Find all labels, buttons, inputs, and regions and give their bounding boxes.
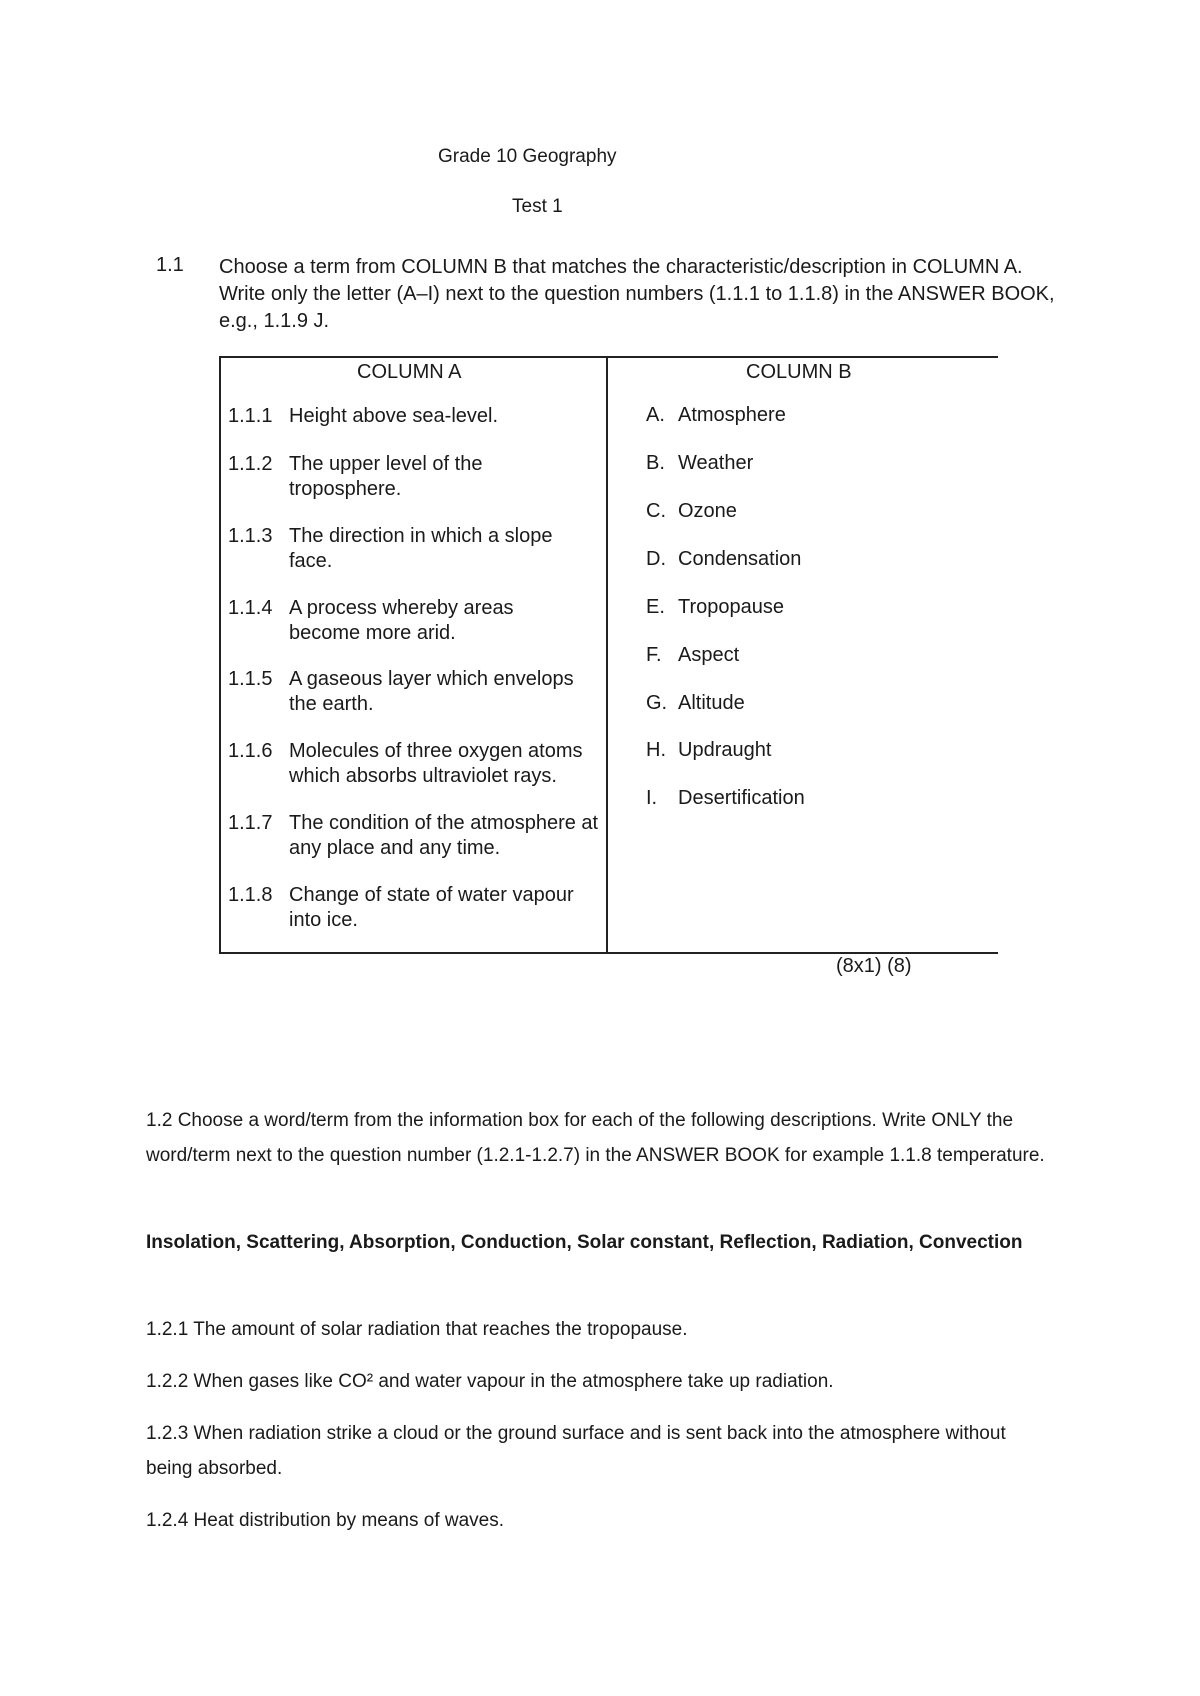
item-description: The upper level of the troposphere.	[289, 453, 483, 500]
column-b-item	[646, 644, 739, 667]
option-letter: I.	[646, 787, 658, 809]
column-b-header: COLUMN B	[746, 361, 852, 383]
question-1-2-instruction: 1.2 Choose a word/term from the information box for each of the following descriptions. Write ONLY the word/term next to the question number (1.2.1-1.2.7) in the ANSWER BOOK for example 1.1.8 temperature.	[146, 1110, 1045, 1166]
column-a-item	[228, 667, 598, 717]
table-top-border	[219, 356, 998, 358]
column-b-item	[646, 500, 737, 523]
item-description: The condition of the atmosphere at any place and any time.	[289, 812, 599, 859]
item-description: Molecules of three oxygen atoms which absorbs ultraviolet rays.	[289, 740, 583, 787]
column-a-item	[228, 524, 598, 574]
column-a-header: COLUMN A	[357, 361, 462, 383]
question-number: 1.1	[156, 254, 184, 276]
option-term: Desertification	[678, 787, 805, 809]
option-letter: G.	[646, 692, 668, 714]
option-term: Ozone	[678, 500, 737, 522]
document-title: Grade 10 Geography	[438, 146, 617, 167]
item-description: Height above sea-level.	[289, 405, 499, 427]
option-term: Atmosphere	[678, 404, 786, 426]
option-term: Updraught	[678, 739, 772, 761]
option-term: Aspect	[678, 644, 740, 666]
item-number: 1.1.3	[228, 525, 273, 547]
item-description: A process whereby areas become more arid.	[289, 597, 514, 644]
column-b-item	[646, 452, 753, 475]
option-letter: A.	[646, 404, 665, 426]
option-term: Condensation	[678, 548, 802, 570]
item-number: 1.1.7	[228, 812, 273, 834]
column-a-item	[228, 452, 598, 502]
column-b-item	[646, 692, 745, 715]
table-bottom-border	[219, 952, 998, 954]
marks-allocation: (8x1) (8)	[836, 955, 912, 977]
option-letter: F.	[646, 644, 662, 666]
option-letter: B.	[646, 452, 665, 474]
table-left-border	[219, 356, 221, 954]
column-a-item	[228, 883, 598, 933]
item-description: Change of state of water vapour into ice.	[289, 884, 574, 931]
item-number: 1.1.8	[228, 884, 273, 906]
table-column-divider	[606, 356, 608, 954]
option-term: Weather	[678, 452, 754, 474]
column-b-item	[646, 787, 805, 810]
information-box: Insolation, Scattering, Absorption, Conduction, Solar constant, Reflection, Radiation, Convection	[146, 1232, 1023, 1253]
column-a-item	[228, 596, 598, 646]
column-a-item	[228, 739, 598, 789]
column-b-item	[646, 739, 771, 762]
matching-table	[219, 356, 998, 954]
option-letter: E.	[646, 596, 665, 618]
question-item: 1.2.1 The amount of solar radiation that reaches the tropopause.	[146, 1319, 688, 1340]
item-number: 1.1.4	[228, 597, 273, 619]
column-b-item	[646, 548, 801, 571]
question-item: 1.2.3 When radiation strike a cloud or the ground surface and is sent back into the atmosphere without being absorbed.	[146, 1423, 1006, 1479]
item-description: The direction in which a slope face.	[289, 525, 553, 572]
column-b-item	[646, 404, 786, 427]
column-b-item	[646, 596, 784, 619]
option-letter: H.	[646, 739, 666, 761]
column-a-item	[228, 404, 598, 429]
column-a-item	[228, 811, 598, 861]
document-subtitle: Test 1	[512, 196, 563, 217]
option-letter: C.	[646, 500, 666, 522]
item-description: A gaseous layer which envelops the earth.	[289, 668, 574, 715]
option-term: Tropopause	[678, 596, 784, 618]
question-item: 1.2.4 Heat distribution by means of waves.	[146, 1510, 505, 1531]
item-number: 1.1.1	[228, 405, 273, 427]
item-number: 1.1.6	[228, 740, 273, 762]
item-number: 1.1.5	[228, 668, 273, 690]
question-item: 1.2.2 When gases like CO² and water vapour in the atmosphere take up radiation.	[146, 1371, 834, 1392]
question-instruction: Choose a term from COLUMN B that matches the characteristic/description in COLUMN A. Write only the letter (A–I) next to the question numbers (1.1.1 to 1.1.8) in the ANSWER BOOK, e.g., 1.1.9 J.	[219, 256, 1055, 332]
option-letter: D.	[646, 548, 666, 570]
item-number: 1.1.2	[228, 453, 273, 475]
option-term: Altitude	[678, 692, 745, 714]
